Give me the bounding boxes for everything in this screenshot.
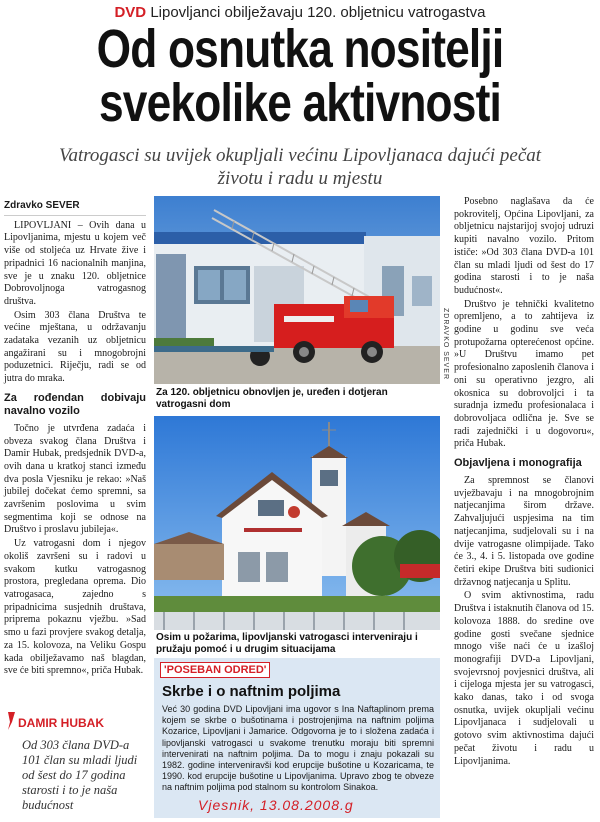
subhead: Objavljena i monografija	[454, 457, 582, 470]
photo-caption-2: Osim u požarima, lipovljanski vatrogasci interveniraju i pružaju pomoć i u drugim situacijama	[156, 632, 418, 655]
sidebar-box	[154, 658, 440, 818]
paragraph: Osim 303 člana Društva te većine mještana, u održavanju zadataka vezanih uz obljetnicu angažirani su i mnogobrojni poduzetnici. Riječju, radi se od jutra do mraka.	[4, 309, 146, 385]
paragraph: Točno je utvrđena zadaća i obveza svakog člana Društva i Damir Hubak, predsjednik DVD-a, ovih dana u kratkoj stanci između dva posla Vjesniku je rekao: »Naš jubilej dočekat ćemo spremni, sa završenim poslovima u svim segmentima koji se odnose na Društvo i proslavu jubileja«.	[4, 422, 146, 536]
deck-line-1: Vatrogasci su uvijek okupljali većinu Lipovljanaca dajući pečat	[58, 145, 542, 166]
source-stamp: Vjesnik, 13.08.2008.g	[198, 797, 354, 813]
photo-caption-1: Za 120. obljetnicu obnovljen je, uređen i dotjeran vatrogasni dom	[156, 387, 388, 410]
fire-station-photo	[154, 196, 440, 384]
section-tag: DVD	[114, 4, 147, 21]
box-title: Skrbe i o naftnim poljima	[162, 683, 341, 700]
paragraph: Uz vatrogasni dom i njegov okoliš završeni su i radovi u svakom kutku vatrogasnog prostora, pregledana oprema. Dio vatrogasaca, zajedno s pripadnicima susjednih društava, pripremа pokaznu vježbu. »Sad smo u fazi provjere svakog detalja, za 15. kolovoza, na Veliku Gospu kada obilježavamo naš blagdan, sve će biti spremno«, priča Hubak.	[4, 538, 146, 677]
pull-quote: Od 303 člana DVD-a 101 član su mladi ljudi od šest do 17 godina starosti i to je naša budućnost	[22, 738, 138, 812]
paragraph: Društvo je tehnički kvalitetno opremljeno, a to zahtijeva iz godine u godinu sve veća protupožarna opterećenost općine. »U Društvu imamo pet profesionalno zaposlenih članova i oni su operativno jezgro, ali okosnica su dobrovoljci i ta suradnja između profesionalaca i dobrovoljaca odlična je. Sve se radi zajednički i u dogovoru«, priča Hubak.	[454, 298, 594, 450]
subhead: Za rođendan dobivaju navalno vozilo	[4, 391, 146, 417]
box-text: Već 30 godina DVD Lipovljani ima ugovor s Ina Naftaplinom prema kojem se skrbe o bušotinama i postrojenjima na naftnim poljima Kozarice, Lipovljani i Jamarice. Odgovorna je to i složena zadaća i lipovljanski vatrogasci u svakome trenutku moraju biti spremni intervenirati na naftnim poljima. Da to mogu i znaju pokazali su 1982. godine interveniravši kod erupcije bušotine u Kozaricama, te 1990. kod erupcije bušotine u Lipovljanima. Upravo zbog te obveze na naftnim poljima pod stalnom su kontrolom Sinakoa.	[162, 704, 434, 793]
headline	[54, 19, 546, 133]
paragraph: O svim aktivnostima, radu Društva i istaknutih članova od 15. kolovoza 1888. do sredine ove godine gosti svečane sjednice mnogo više naći će u izašloj monografiji DVD-a Lipovljani, svojevrsnoj povjesnici društva, ali i cijeloga mjesta jer su vatrogasci, kako danas, tako i od svoga osnutka, uvijek okupljali većinu Lipovljanaca i sudjelovali u gotovo svim aktivnostima dajući pečat životu i radu u Lipovljanima.	[454, 590, 594, 767]
paragraph: LIPOVLJANI – Ovih dana u Lipovljanima, mjestu u kojem več više od stoljeća uz Hrvate žive i pripadnici 16 nacionalnih manjina, sve je u znaku 120. obljetnice Dobrovoljnoga vatrogasnog društva.	[4, 219, 146, 307]
paragraph: Posebno naglašava da će pokrovitelj, Općina Lipovljani, za obljetnicu najstarijoj svojoj udruzi kupiti navalno vozilo. Pritom ističe: »Od 303 člana DVD-a 101 član su mladi ljudi od šest do 17 godina starosti i to je naša budućnost«.	[454, 196, 594, 296]
box-tag: 'POSEBAN ODRED'	[160, 662, 270, 678]
fire-hall-photo	[154, 416, 440, 630]
paragraph: Za spremnost se članovi uvježbavaju i na mnogobrojnim natjecanjima širom države. Zahvaljujući uspjesima na tim natjecanjima, sudjelovali su i na dvije vatrogasne olimpijade. Tako će 3., 4. i 5. listopada ove godine četiri ekipe Društva biti sudionici državnog natjecanja u Splitu.	[454, 475, 594, 588]
quote-author: DAMIR HUBAK	[18, 716, 104, 730]
article-column-1	[4, 200, 146, 679]
headline-line-1: Od osnutka nositelji	[96, 19, 504, 79]
deck-line-2: životu i radu u mjestu	[217, 168, 383, 189]
quote-mark-icon	[6, 712, 16, 730]
headline-line-2: svekolike aktivnosti	[98, 73, 502, 133]
article-column-3	[454, 196, 594, 769]
byline: Zdravko SEVER	[4, 200, 146, 216]
deck	[0, 144, 600, 190]
photo-credit: ZDRAVKO SEVER	[442, 308, 449, 380]
kicker-text: Lipovljanci obilježavaju 120. obljetnicu vatrogastva	[150, 4, 486, 21]
